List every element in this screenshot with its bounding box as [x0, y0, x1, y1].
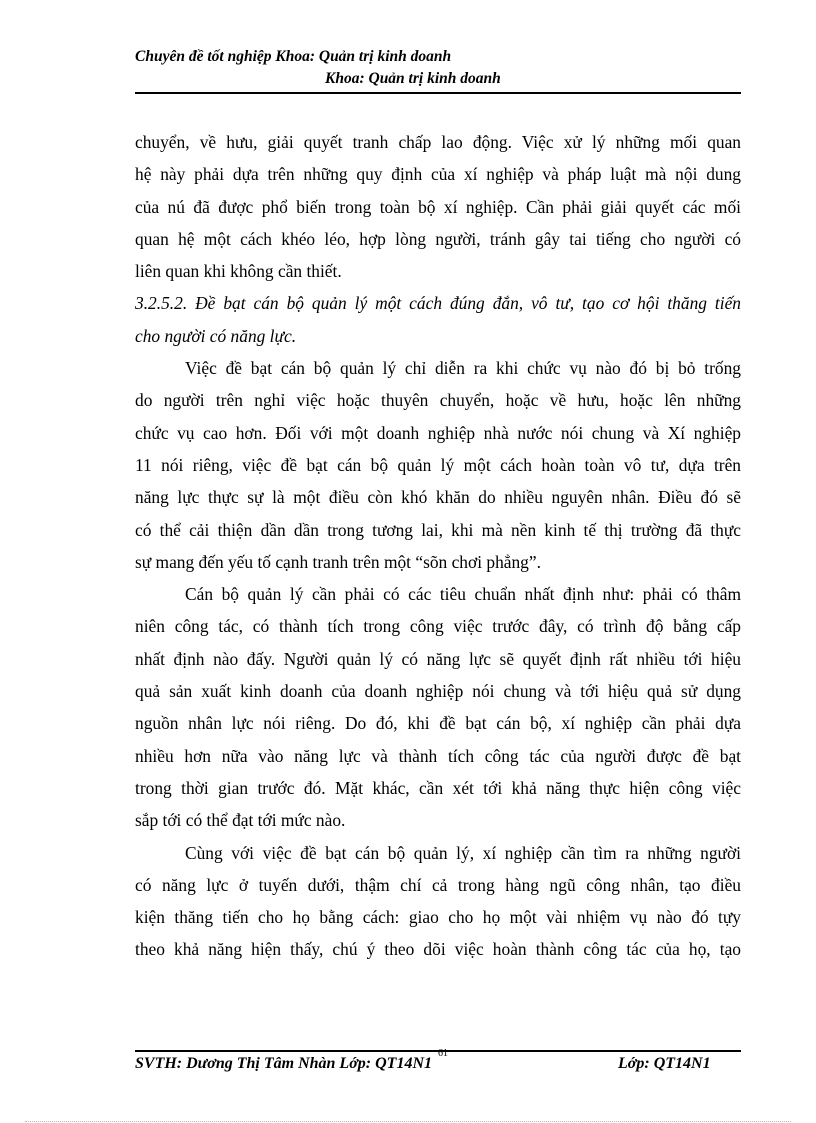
- body-line: nhất định nào đấy. Người quản lý có năng lực sẽ quyết định rất nhiều tới hiệu: [135, 648, 741, 669]
- body-line: quan hệ một cách khéo léo, hợp lòng người, tránh gây tai tiếng cho người có: [135, 228, 741, 249]
- page-bottom-border: [25, 1121, 791, 1122]
- body-line: có năng lực ở tuyến dưới, thậm chí cả trong hàng ngũ công nhân, tạo điều: [135, 874, 741, 895]
- body-line: nhiều hơn nữa vào năng lực và thành tích công tác của người được đề bạt: [135, 745, 741, 766]
- body-line: Cùng với việc đề bạt cán bộ quản lý, xí nghiệp cần tìm ra những người: [185, 842, 741, 863]
- body-line: 11 nói riêng, việc đề bạt cán bộ quản lý một cách hoàn toàn vô tư, dựa trên: [135, 454, 741, 475]
- body-line: niên công tác, có thành tích trong công việc trước đây, có trình độ bằng cấp: [135, 616, 741, 637]
- body-line: sắp tới có thể đạt tới mức nào.: [135, 810, 346, 831]
- body-line: liên quan khi không cần thiết.: [135, 261, 342, 282]
- body-line: kiện thăng tiến cho họ bằng cách: giao cho họ một vài nhiệm vụ nào đó tựy: [135, 907, 741, 928]
- header-department: Khoa: Quản trị kinh doanh: [325, 70, 501, 87]
- body-line: hệ này phải dựa trên những quy định của xí nghiệp và pháp luật mà nội dung: [135, 164, 741, 185]
- body-line: Cán bộ quản lý cần phải có các tiêu chuẩn nhất định như: phải có thâm: [185, 584, 741, 605]
- body-line: của nú đã được phổ biến trong toàn bộ xí nghiệp. Cần phải giải quyết các mối: [135, 196, 741, 217]
- body-line: có thể cải thiện dần dần trong tương lai, khi mà nền kinh tế thị trường đã thực: [135, 519, 741, 540]
- body-line: sự mang đến yếu tố cạnh tranh trên một “sõn chơi phẳng”.: [135, 551, 541, 572]
- section-heading: cho người có năng lực.: [135, 325, 297, 346]
- body-line: do người trên nghỉ việc hoặc thuyên chuyển, hoặc về hưu, hoặc lên những: [135, 390, 741, 411]
- body-line: Việc đề bạt cán bộ quản lý chỉ diễn ra khi chức vụ nào đó bị bỏ trống: [185, 358, 741, 379]
- page-number: 61: [438, 1048, 448, 1059]
- section-heading: 3.2.5.2. Đề bạt cán bộ quản lý một cách đúng đắn, vô tư, tạo cơ hội thăng tiến: [135, 293, 741, 314]
- footer-class: Lớp: QT14N1: [618, 1055, 711, 1072]
- body-line: chuyển, về hưu, giải quyết tranh chấp lao động. Việc xử lý những mối quan: [135, 132, 741, 152]
- body-line: quả sản xuất kinh doanh của doanh nghiệp nói chung và tới hiệu quả sử dụng: [135, 681, 741, 702]
- header-title: Chuyên đề tốt nghiệp Khoa: Quản trị kinh doanh: [135, 48, 452, 65]
- body-line: chức vụ cao hơn. Đối với một doanh nghiệp nhà nước nói chung và Xí nghiệp: [135, 422, 741, 443]
- body-line: trong thời gian trước đó. Mặt khác, cần xét tới khả năng thực hiện công việc: [135, 777, 741, 798]
- header-divider: [135, 92, 741, 94]
- body-line: nguồn nhân lực nói riêng. Do đó, khi đề bạt cán bộ, xí nghiệp cần phải dựa: [135, 713, 741, 734]
- body-line: năng lực thực sự là một điều còn khó khăn do nhiều nguyên nhân. Điều đó sẽ: [135, 487, 741, 508]
- body-line: theo khả năng hiện thấy, chú ý theo dõi việc hoàn thành công tác của họ, tạo: [135, 939, 741, 960]
- document-body: [135, 126, 741, 966]
- footer-author: SVTH: Dương Thị Tâm Nhàn Lớp: QT14N1: [135, 1055, 432, 1072]
